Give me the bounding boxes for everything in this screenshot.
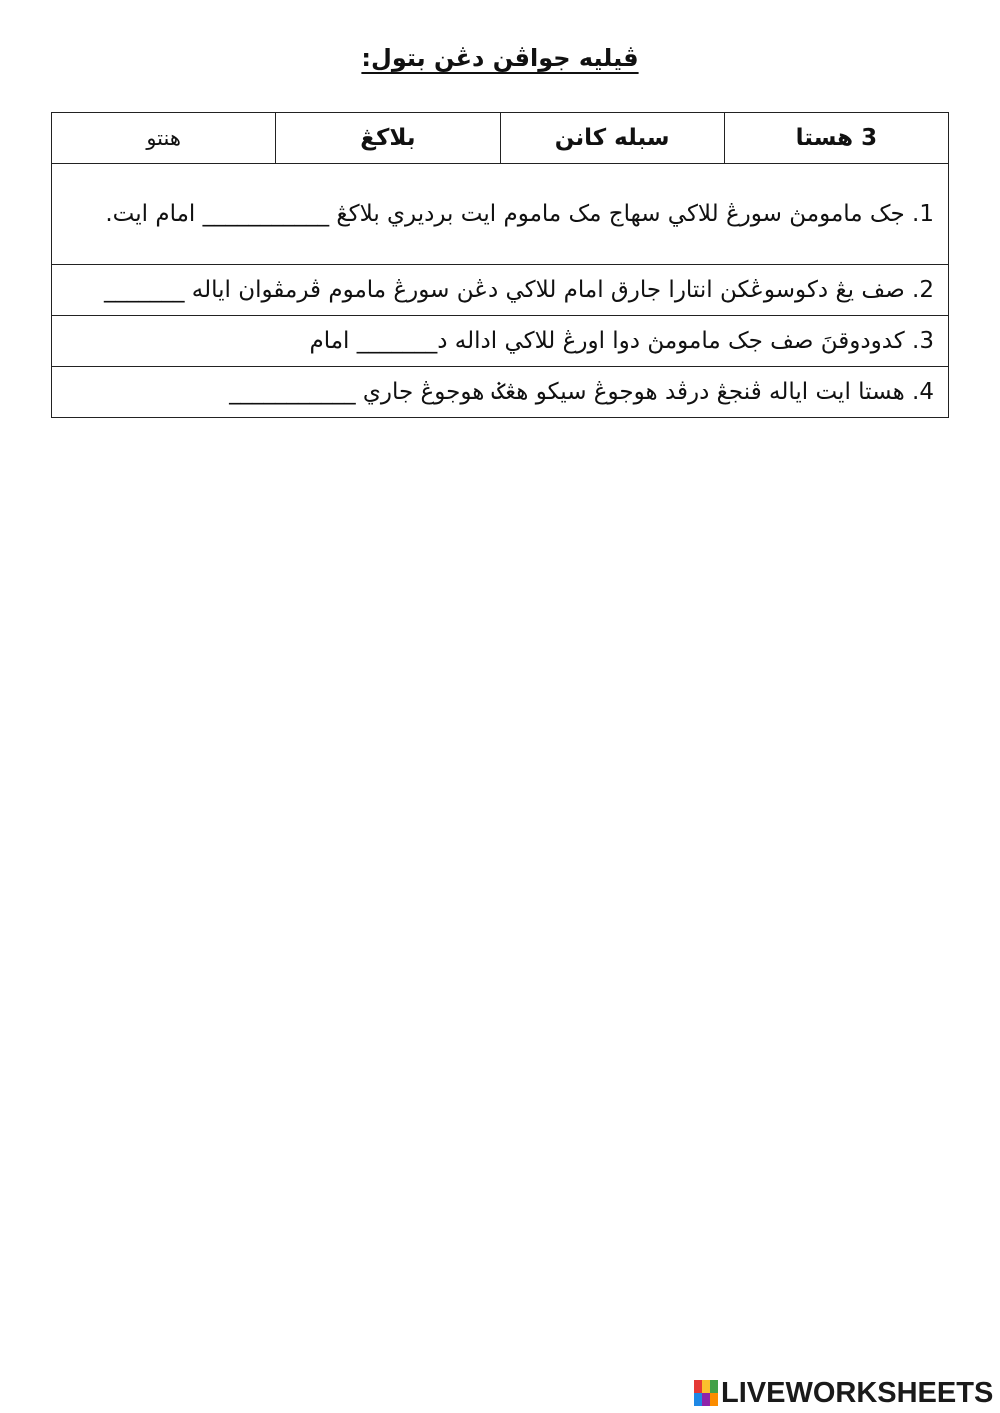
question-row-3 bbox=[52, 316, 949, 367]
question-2: 2. صف يڠ دکوسوڠکن انتارا جارق امام للاکي دڠن سورڠ ماموم ڤرمڤوان اياله _______ bbox=[52, 265, 949, 316]
logo-icon bbox=[694, 1380, 718, 1406]
option-cell-2: سبله كانن bbox=[500, 113, 724, 164]
option-cell-3: بلاكڠ bbox=[276, 113, 500, 164]
logo-square-4 bbox=[694, 1393, 702, 1406]
option-cell-1: 3 هستا bbox=[724, 113, 948, 164]
question-row-2 bbox=[52, 265, 949, 316]
question-1: 1. جک مامومڽ سورڠ للاکي سهاج مک ماموم ايت برديري بلاکڠ ___________ امام ايت. bbox=[52, 164, 949, 265]
logo-square-6 bbox=[710, 1393, 718, 1406]
logo-text: LIVEWORKSHEETS bbox=[721, 1376, 994, 1409]
answer-table bbox=[51, 112, 949, 418]
question-row-1 bbox=[52, 164, 949, 265]
logo-square-3 bbox=[710, 1380, 718, 1393]
question-3: 3. کدودوقنَ صف جک مامومڽ دوا اورڠ للاکي اداله د_______ امام bbox=[52, 316, 949, 367]
logo-square-2 bbox=[702, 1380, 710, 1393]
worksheet-title: ڤيليه جواڤن دڠن بتول: bbox=[361, 44, 639, 72]
question-4: 4. هستا ايت اياله ڤنجڠ درڤد هوجوڠ سيکو هڠݢ هوجوڠ جاري ___________ bbox=[52, 367, 949, 418]
logo-square-1 bbox=[694, 1380, 702, 1393]
question-row-4 bbox=[52, 367, 949, 418]
logo-square-5 bbox=[702, 1393, 710, 1406]
options-row bbox=[52, 113, 949, 164]
worksheet-title-wrap bbox=[0, 44, 1000, 72]
liveworksheets-logo bbox=[694, 1376, 993, 1410]
option-cell-4: هنتو bbox=[52, 113, 276, 164]
